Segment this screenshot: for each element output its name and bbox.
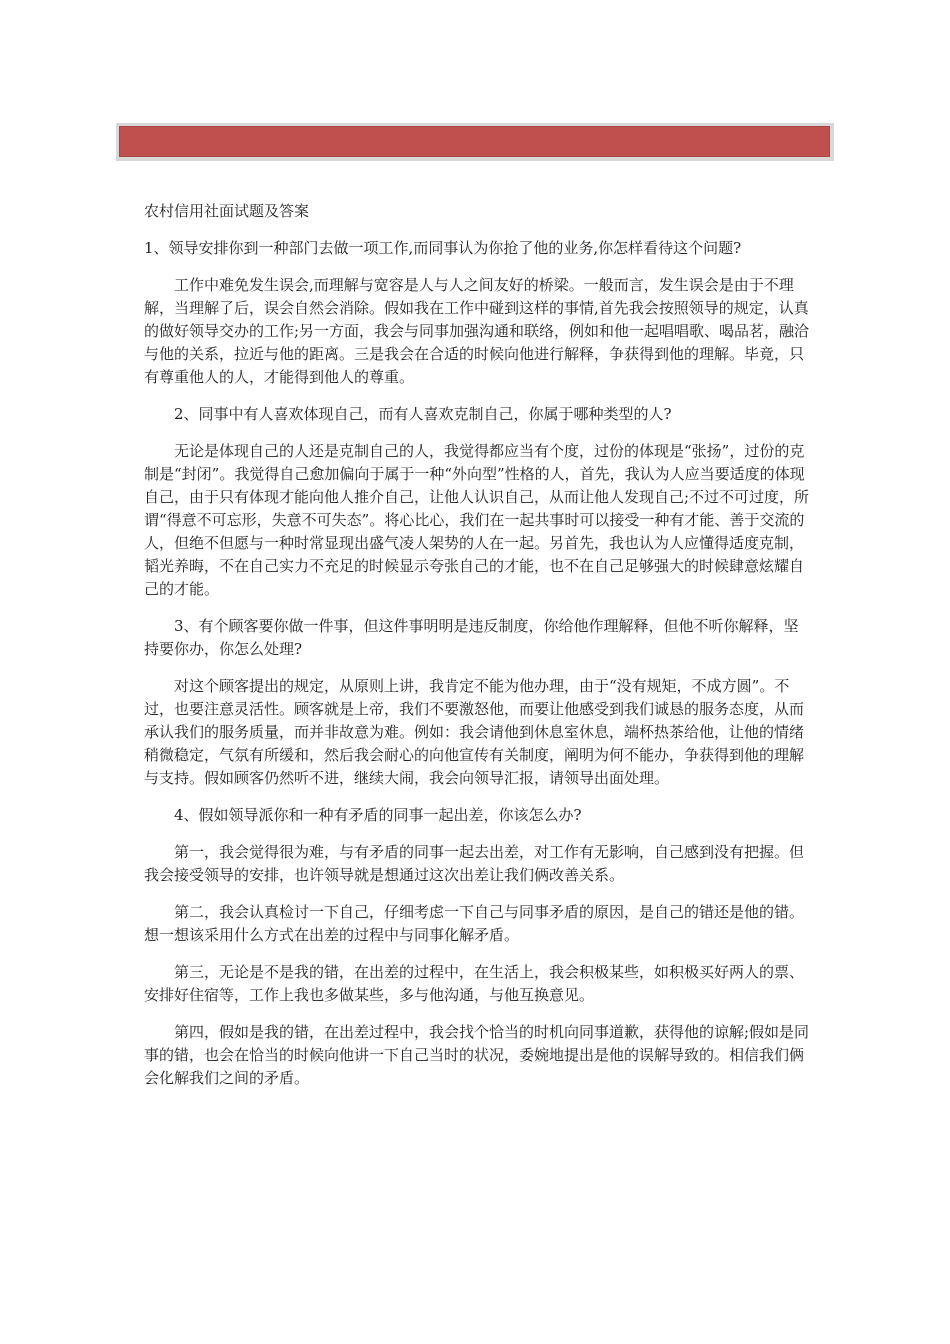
header-banner [119, 126, 830, 157]
answer-1: 工作中难免发生误会,而理解与宽容是人与人之间友好的桥梁。一般而言，发生误会是由于不理解，当理解了后，误会自然会消除。假如我在工作中碰到这样的事情,首先我会按照领导的规定，认真的做好领导交办的工作;另一方面，我会与同事加强沟通和联络，例如和他一起唱唱歌、喝品茗，融洽与他的关系，拉近与他的距离。三是我会在合适的时候向他进行解释，争获得到他的理解。毕竟，只有尊重他人的人，才能得到他人的尊重。 [144, 276, 810, 386]
question-3: 3、有个顾客要你做一件事，但这件事明明是违反制度，你给他作理解释，但他不听你解释，坚持要你办，你怎么处理? [144, 617, 799, 658]
answer-3: 对这个顾客提出的规定，从原则上讲，我肯定不能为他办理，由于“没有规矩，不成方圆”。不过，也要注意灵活性。顾客就是上帝，我们不要激怒他，而要让他感受到我们诚恳的服务态度，从而承认我们的服务质量，而并非故意为难。例如：我会请他到休息室休息，端杯热茶给他，让他的情绪稍微稳定，气氛有所缓和，然后我会耐心的向他宣传有关制度，阐明为何不能办，争获得到他的理解与支持。假如顾客仍然听不进，继续大闹，我会向领导汇报，请领导出面处理。 [144, 677, 805, 787]
answer-4-point-2: 第二，我会认真检讨一下自己，仔细考虑一下自己与同事矛盾的原因，是自己的错还是他的错。想一想该采用什么方式在出差的过程中与同事化解矛盾。 [144, 903, 805, 944]
document-title: 农村信用社面试题及答案 [144, 202, 310, 220]
answer-2: 无论是体现自己的人还是克制自己的人，我觉得都应当有个度，过份的体现是“张扬”，过份的克制是“封闭”。我觉得自己愈加偏向于属于一种“外向型”性格的人，首先，我认为人应当要适度的体现自己，由于只有体现才能向他人推介自己，让他人认识自己，从而让他人发现自己;不过不可过度，所谓“得意不可忘形，失意不可失态”。将心比心，我们在一起共事时可以接受一种有才能、善于交流的人，但绝不但愿与一种时常显现出盛气凌人架势的人在一起。另首先，我也认为人应懂得适度克制，韬光养晦，不在自己实力不充足的时候显示夸张自己的才能，也不在自己足够强大的时候肆意炫耀自己的才能。 [144, 442, 810, 598]
question-1: 1、领导安排你到一种部门去做一项工作,而同事认为你抢了他的业务,你怎样看待这个问题? [144, 239, 742, 257]
question-2: 2、同事中有人喜欢体现自己，而有人喜欢克制自己，你属于哪种类型的人? [174, 405, 672, 423]
answer-4-point-3: 第三，无论是不是我的错，在出差的过程中，在生活上，我会积极某些，如积极买好两人的票、安排好住宿等，工作上我也多做某些，多与他沟通，与他互换意见。 [144, 963, 805, 1004]
document-body [144, 200, 810, 1104]
answer-4-point-1: 第一，我会觉得很为难，与有矛盾的同事一起去出差，对工作有无影响，自己感到没有把握。但我会接受领导的安排，也许领导就是想通过这次出差让我们俩改善关系。 [144, 843, 805, 884]
question-4: 4、假如领导派你和一种有矛盾的同事一起出差，你该怎么办? [174, 806, 582, 824]
answer-4-point-4: 第四，假如是我的错，在出差过程中，我会找个恰当的时机向同事道歉，获得他的谅解;假如是同事的错，也会在恰当的时候向他讲一下自己当时的状况，委婉地提出是他的误解导致的。相信我们俩会化解我们之间的矛盾。 [144, 1023, 810, 1087]
